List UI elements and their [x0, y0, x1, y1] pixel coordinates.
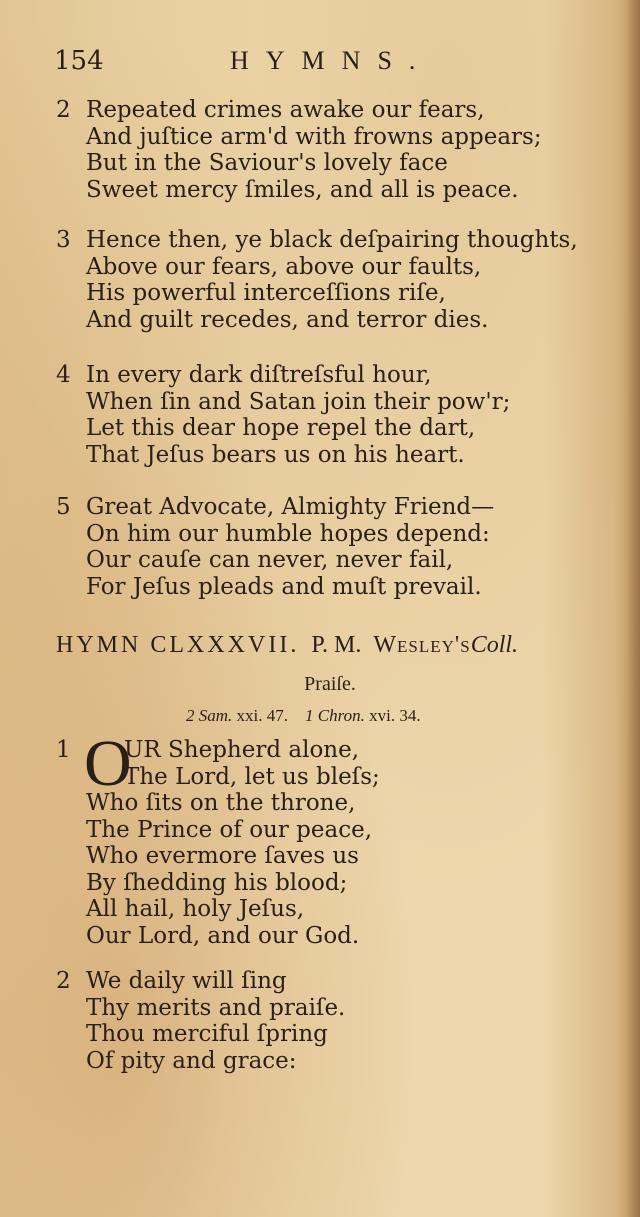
scripture-book: 1 Chron. [305, 706, 365, 725]
scripture-verse: xxi. 47. [236, 706, 289, 725]
verse-line: By ſhedding his blood; [86, 869, 348, 896]
verse-line: Let this dear hope repel the dart, [86, 415, 476, 441]
verse-line: Above our fears, above our faults, [86, 253, 482, 280]
verse-line: Who ſits on the throne, [86, 790, 356, 816]
drop-cap: O [84, 727, 132, 800]
verse-line: Our Lord, and our God. [86, 922, 360, 949]
page-number: 154 [54, 46, 104, 76]
verse-line: Repeated crimes awake our fears, [86, 97, 485, 123]
verse-line: On him our humble hopes depend: [86, 520, 490, 547]
hymn-number: HYMN CLXXXVII. [56, 632, 300, 658]
verse-line: Hence then, ye black deſpairing thoughts, [86, 227, 578, 253]
verse-line: Thou merciful ſpring [86, 1021, 328, 1047]
stanza [56, 227, 578, 333]
scripture-references [186, 706, 421, 726]
hymn-meter: P. M. [311, 632, 362, 658]
verse-line: But in the Saviour's lovely face [86, 150, 448, 176]
verse-line: The Prince of our peace, [86, 816, 373, 843]
hymn-title [56, 632, 616, 659]
hymn-subject: Praiſe. [304, 673, 356, 695]
stanza [56, 97, 542, 203]
page-header [54, 46, 474, 86]
stanza-number: 3 [56, 227, 71, 253]
hymn-source-coll: Coll. [470, 632, 519, 658]
stanza-number: 2 [56, 97, 71, 123]
verse-line: In every dark diſtreſsful hour, [86, 362, 432, 388]
stanza-number: 1 [56, 737, 71, 763]
verse-line: Thy merits and praiſe. [86, 994, 346, 1021]
verse-line: For Jeſus pleads and muſt prevail. [86, 573, 482, 600]
verse-line: Of pity and grace: [86, 1047, 297, 1074]
verse-line: That Jeſus bears us on his heart. [86, 441, 465, 468]
stanza [56, 968, 345, 1074]
stanza [56, 494, 494, 600]
scripture-verse: xvi. 34. [369, 706, 421, 725]
verse-line: Our cauſe can never, never fail, [86, 547, 454, 573]
scripture-book: 2 Sam. [186, 706, 233, 725]
verse-line: UR Shepherd alone, [124, 737, 360, 763]
verse-line: Great Advocate, Almighty Friend— [86, 494, 495, 520]
verse-line: The Lord, let us bleſs; [124, 763, 380, 790]
verse-line: When ſin and Satan join their pow'r; [86, 388, 511, 415]
running-head: HYMNS. [230, 46, 433, 75]
verse-line: All hail, holy Jeſus, [86, 896, 305, 922]
verse-line: His powerful interceſſions riſe, [86, 280, 446, 306]
verse-line: And guilt recedes, and terror dies. [86, 306, 489, 333]
verse-line: Who evermore ſaves us [86, 843, 359, 869]
stanza [56, 362, 510, 468]
stanza-number: 4 [56, 362, 71, 388]
verse-line: We daily will ſing [86, 968, 287, 994]
stanza-number: 2 [56, 968, 71, 994]
stanza-number: 5 [56, 494, 71, 520]
page-gutter-shadow [626, 0, 640, 1217]
verse-line: And juſtice arm'd with frowns appears; [86, 123, 542, 150]
hymn-source: Wesley's [373, 632, 471, 658]
stanza [56, 737, 380, 949]
verse-line: Sweet mercy ſmiles, and all is peace. [86, 176, 519, 203]
